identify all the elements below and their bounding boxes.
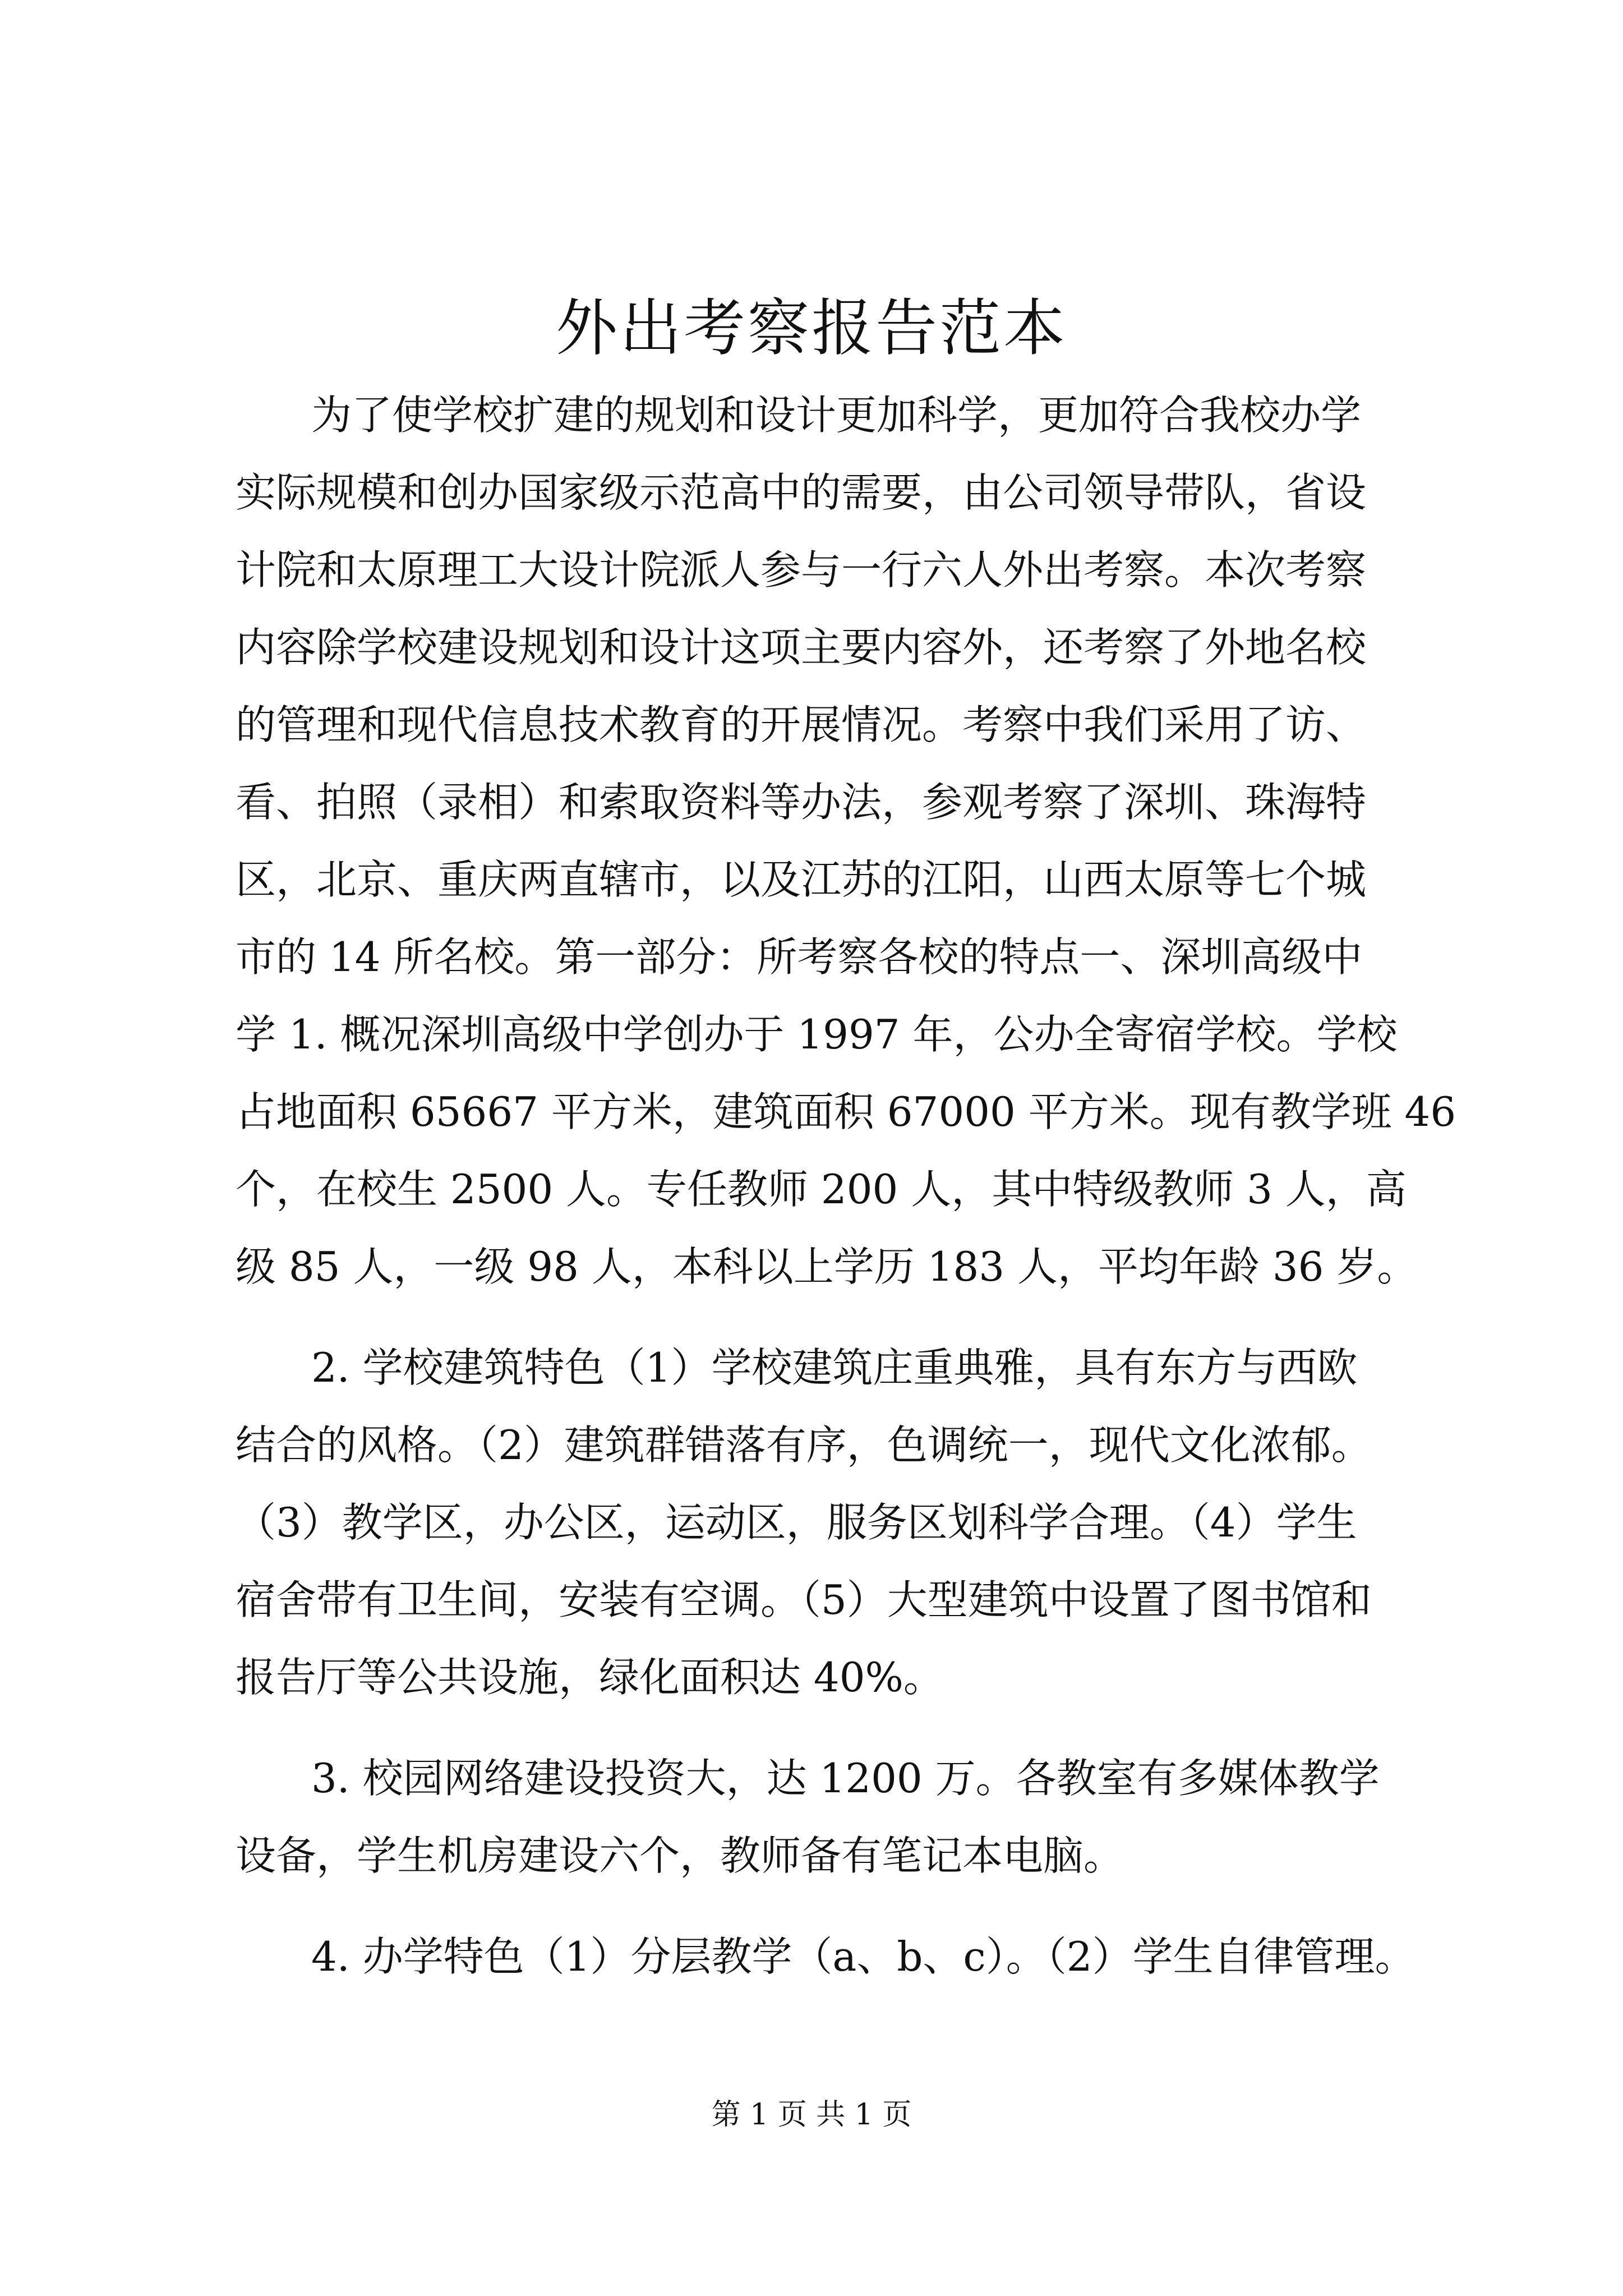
paragraph-1-line-3: 计院和太原理工大设计院派人参与一行六人外出考察。本次考察 xyxy=(236,546,1367,593)
paragraph-1-line-6: 看、拍照（录相）和索取资料等办法，参观考察了深圳、珠海特 xyxy=(236,779,1367,826)
paragraph-1-line-2: 实际规模和创办国家级示范高中的需要，由公司领导带队，省设 xyxy=(236,469,1367,516)
paragraph-2-line-1: 2. 学校建筑特色（1）学校建筑庄重典雅，具有东方与西欧 xyxy=(311,1344,1358,1391)
paragraph-2-line-3: （3）教学区，办公区，运动区，服务区划科学合理。（4）学生 xyxy=(236,1499,1357,1546)
page-footer: 第 1 页 共 1 页 xyxy=(711,2098,912,2132)
paragraph-1-line-10: 占地面积 65667 平方米，建筑面积 67000 平方米。现有教学班 46 xyxy=(236,1088,1456,1135)
paragraph-1-line-7: 区，北京、重庆两直辖市，以及江苏的江阳，山西太原等七个城 xyxy=(236,856,1367,903)
paragraph-1-line-11: 个，在校生 2500 人。专任教师 200 人，其中特级教师 3 人，高 xyxy=(236,1166,1407,1213)
paragraph-2-line-4: 宿舍带有卫生间，安装有空调。（5）大型建筑中设置了图书馆和 xyxy=(236,1576,1372,1623)
paragraph-1-line-12: 级 85 人，一级 98 人，本科以上学历 183 人，平均年龄 36 岁。 xyxy=(236,1243,1418,1290)
paragraph-1-line-4: 内容除学校建设规划和设计这项主要内容外，还考察了外地名校 xyxy=(236,624,1367,671)
paragraph-1-line-1: 为了使学校扩建的规划和设计更加科学，更加符合我校办学 xyxy=(311,392,1362,439)
paragraph-3-line-1: 3. 校园网络建设投资大，达 1200 万。各教室有多媒体教学 xyxy=(311,1755,1380,1802)
paragraph-1-line-8: 市的 14 所名校。第一部分：所考察各校的特点一、深圳高级中 xyxy=(236,933,1363,981)
paragraph-4-line-1: 4. 办学特色（1）分层教学（a、b、c）。（2）学生自律管理。 xyxy=(311,1933,1415,1980)
document-title: 外出考察报告范本 xyxy=(556,292,1067,364)
paragraph-2-line-5: 报告厅等公共设施，绿化面积达 40%。 xyxy=(236,1654,944,1701)
paragraph-3-line-2: 设备，学生机房建设六个，教师备有笔记本电脑。 xyxy=(236,1832,1124,1879)
paragraph-1-line-9: 学 1. 概况深圳高级中学创办于 1997 年，公办全寄宿学校。学校 xyxy=(236,1011,1398,1058)
paragraph-2-line-2: 结合的风格。（2）建筑群错落有序，色调统一，现代文化浓郁。 xyxy=(236,1421,1372,1469)
paragraph-1-line-5: 的管理和现代信息技术教育的开展情况。考察中我们采用了访、 xyxy=(236,701,1367,748)
